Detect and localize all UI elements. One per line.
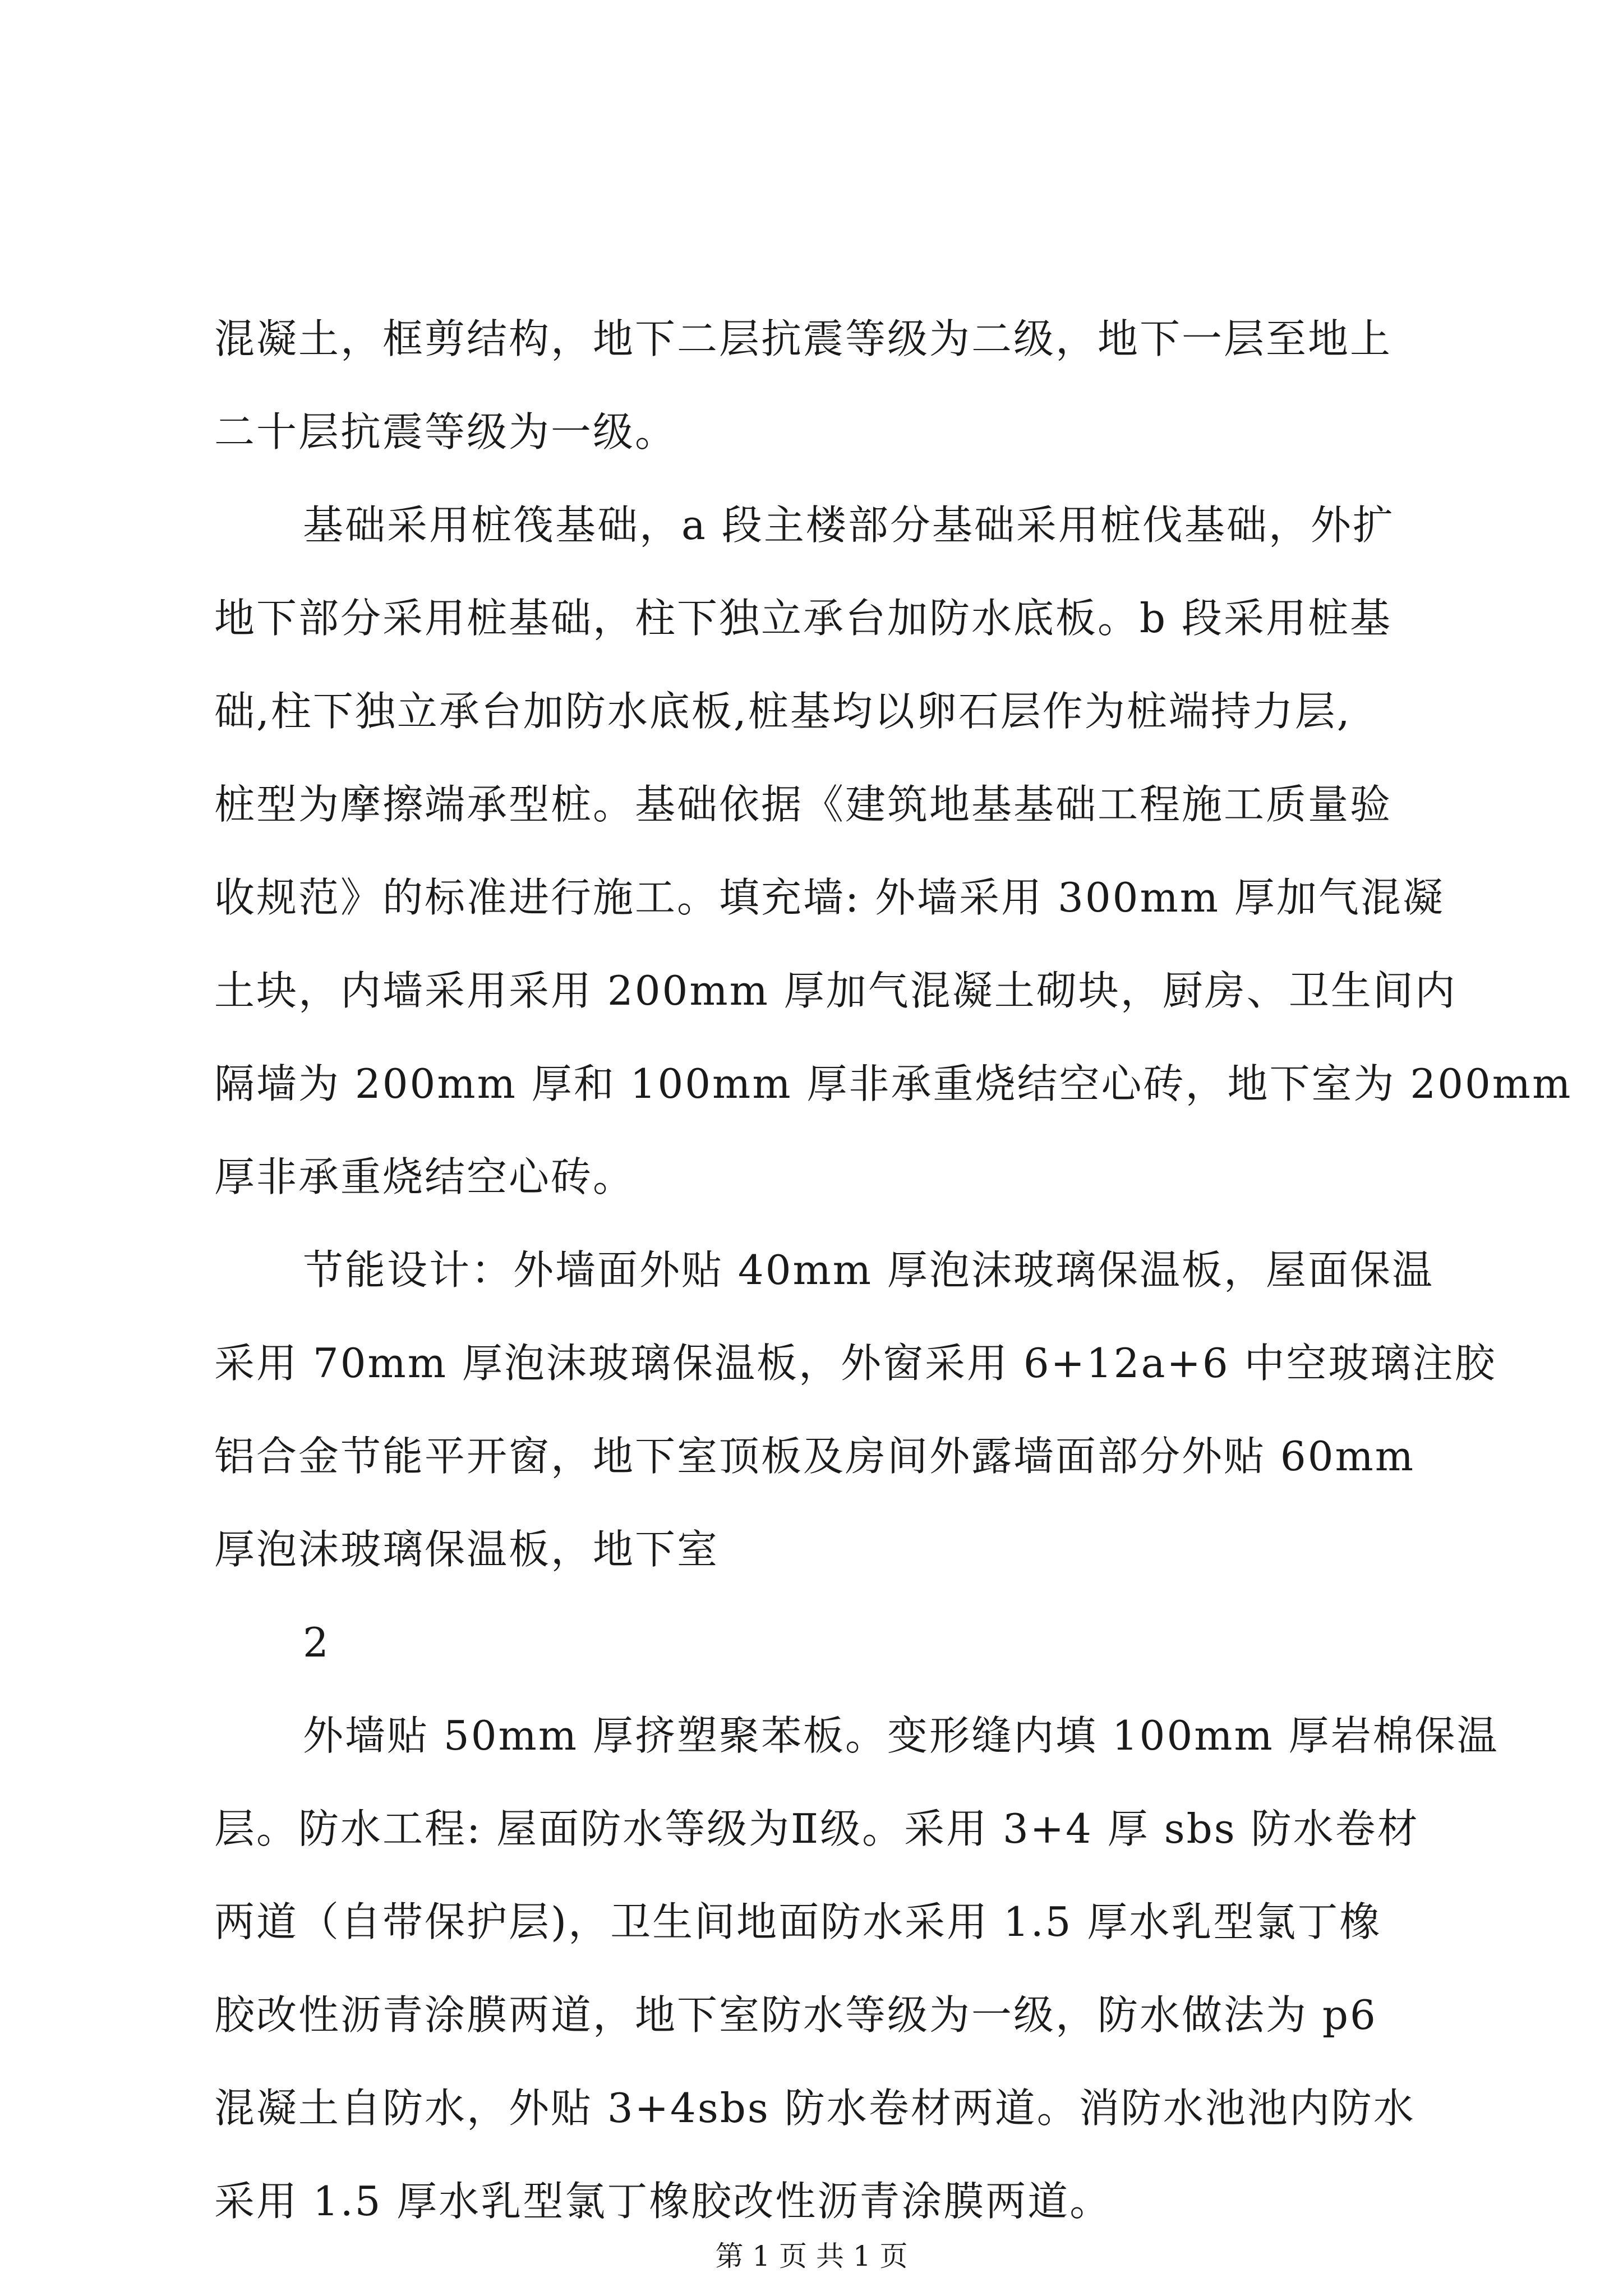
page-footer: 第 1 页 共 1 页 xyxy=(715,2240,908,2272)
text-line: 收规范》的标准进行施工。填充墙: 外墙采用 300mm 厚加气混凝 xyxy=(214,874,1445,921)
text-line: 二十层抗震等级为一级。 xyxy=(214,408,677,455)
text-line: 节能设计：外墙面外贴 40mm 厚泡沫玻璃保温板，屋面保温 xyxy=(303,1246,1434,1294)
text-line: 隔墙为 200mm 厚和 100mm 厚非承重烧结空心砖，地下室为 200mm xyxy=(214,1060,1573,1107)
text-line: 地下部分采用桩基础，柱下独立承台加防水底板。b 段采用桩基 xyxy=(214,595,1392,642)
page-number-inline: 2 xyxy=(303,1619,330,1666)
text-line: 厚非承重烧结空心砖。 xyxy=(214,1153,635,1200)
text-line: 层。防水工程: 屋面防水等级为Ⅱ级。采用 3+4 厚 sbs 防水卷材 xyxy=(214,1805,1419,1852)
text-line: 铝合金节能平开窗，地下室顶板及房间外露墙面部分外贴 60mm xyxy=(214,1433,1415,1480)
text-line: 外墙贴 50mm 厚挤塑聚苯板。变形缝内填 100mm 厚岩棉保温 xyxy=(303,1712,1499,1759)
text-line: 采用 70mm 厚泡沫玻璃保温板，外窗采用 6+12a+6 中空玻璃注胶 xyxy=(214,1340,1497,1387)
text-line: 两道（自带保护层)，卫生间地面防水采用 1.5 厚水乳型氯丁橡 xyxy=(214,1898,1382,1945)
text-line: 采用 1.5 厚水乳型氯丁橡胶改性沥青涂膜两道。 xyxy=(214,2178,1112,2225)
text-line: 混凝土自防水，外贴 3+4sbs 防水卷材两道。消防水池池内防水 xyxy=(214,2085,1415,2132)
text-line: 胶改性沥青涂膜两道，地下室防水等级为一级，防水做法为 p6 xyxy=(214,1991,1377,2039)
text-line: 厚泡沫玻璃保温板，地下室 xyxy=(214,1526,720,1573)
text-line: 础,柱下独立承台加防水底板,桩基均以卵石层作为桩端持力层, xyxy=(214,688,1352,735)
text-line: 基础采用桩筏基础，a 段主楼部分基础采用桩伐基础，外扩 xyxy=(303,501,1395,549)
text-line: 土块，内墙采用采用 200mm 厚加气混凝土砌块，厨房、卫生间内 xyxy=(214,967,1457,1014)
text-line: 混凝土，框剪结构，地下二层抗震等级为二级，地下一层至地上 xyxy=(214,315,1393,362)
text-line: 桩型为摩擦端承型桩。基础依据《建筑地基基础工程施工质量验 xyxy=(214,781,1393,828)
